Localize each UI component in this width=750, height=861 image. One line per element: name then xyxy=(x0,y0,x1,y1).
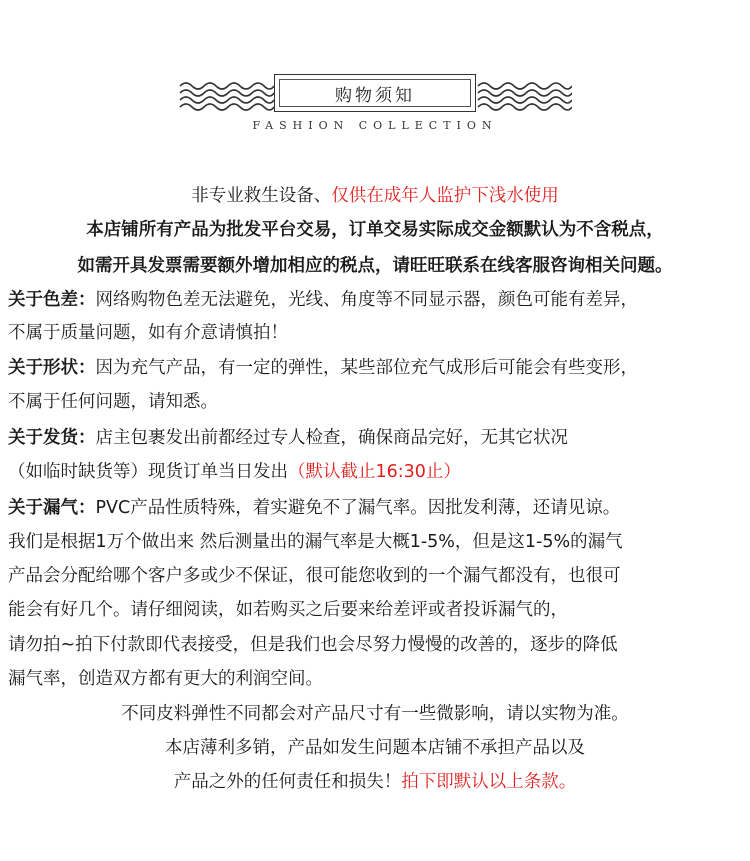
safety-warning: 仅供在成年人监护下浅水使用 xyxy=(331,186,559,206)
color-line-1 xyxy=(0,288,750,312)
tax-line-2: 如需开具发票需要额外增加相应的税点，请旺旺联系在线客服咨询相关问题。 xyxy=(77,256,673,276)
safety-line xyxy=(0,184,750,208)
ship-text: 店主包裹发出前都经过专人检查，确保商品完好，无其它状况 xyxy=(95,428,568,448)
page-title: 购物须知 xyxy=(279,79,471,107)
ship-text-2: （如临时缺货等）现货订单当日发出 xyxy=(8,462,288,482)
color-text: 网络购物色差无法避免，光线、角度等不同显示器，颜色可能有差异， xyxy=(95,290,638,310)
leak-heading: 关于漏气： xyxy=(8,498,96,518)
closing-terms: 拍下即默认以上条款。 xyxy=(401,772,577,792)
color-heading: 关于色差： xyxy=(8,290,96,310)
closing-text: 产品之外的任何责任和损失！ xyxy=(173,772,402,792)
wave-decoration-right-icon xyxy=(476,78,572,112)
tax-line-1: 本店铺所有产品为批发平台交易，订单交易实际成交金额默认为不含税点， xyxy=(86,220,664,240)
leak-line-4: 能会有好几个。请仔细阅读，如若购买之后要来给差评或者投诉漏气的， xyxy=(8,600,568,620)
ship-heading: 关于发货： xyxy=(8,428,96,448)
leak-line-2: 我们是根据1万个做出来 然后测量出的漏气率是大概1-5%，但是这1-5%的漏气 xyxy=(8,532,623,552)
safety-text: 非专业救生设备、 xyxy=(191,186,332,206)
ship-line-2 xyxy=(0,460,750,484)
closing-line-3 xyxy=(0,770,750,794)
color-line-2: 不属于质量问题，如有介意请慎拍！ xyxy=(8,323,288,343)
wave-decoration-left-icon xyxy=(178,78,274,112)
leak-line-6: 漏气率，创造双方都有更大的利润空间。 xyxy=(8,669,323,689)
ship-line-1 xyxy=(0,426,750,450)
shape-line-1 xyxy=(0,356,750,380)
shape-heading: 关于形状： xyxy=(8,358,96,378)
leak-text: PVC产品性质特殊，着实避免不了漏气率。因批发利薄，还请见谅。 xyxy=(95,498,621,518)
shape-line-2: 不属于任何问题，请知悉。 xyxy=(8,392,218,412)
closing-line-2: 本店薄利多销，产品如发生问题本店铺不承担产品以及 xyxy=(165,738,585,758)
shape-text: 因为充气产品，有一定的弹性，某些部位充气成形后可能会有些变形， xyxy=(95,358,638,378)
subtitle: FASHION COLLECTION xyxy=(252,119,498,132)
ship-cutoff: （默认截止16:30止） xyxy=(288,462,461,482)
leak-line-3: 产品会分配给哪个客户多或少不保证，很可能您收到的一个漏气都没有，也很可 xyxy=(8,566,621,586)
leak-line-5: 请勿拍~拍下付款即代表接受，但是我们也会尽努力慢慢的改善的，逐步的降低 xyxy=(8,635,618,655)
title-frame xyxy=(274,74,476,112)
leak-line-1 xyxy=(0,496,750,520)
closing-line-1: 不同皮料弹性不同都会对产品尺寸有一些微影响，请以实物为准。 xyxy=(121,704,629,724)
header xyxy=(0,66,750,136)
